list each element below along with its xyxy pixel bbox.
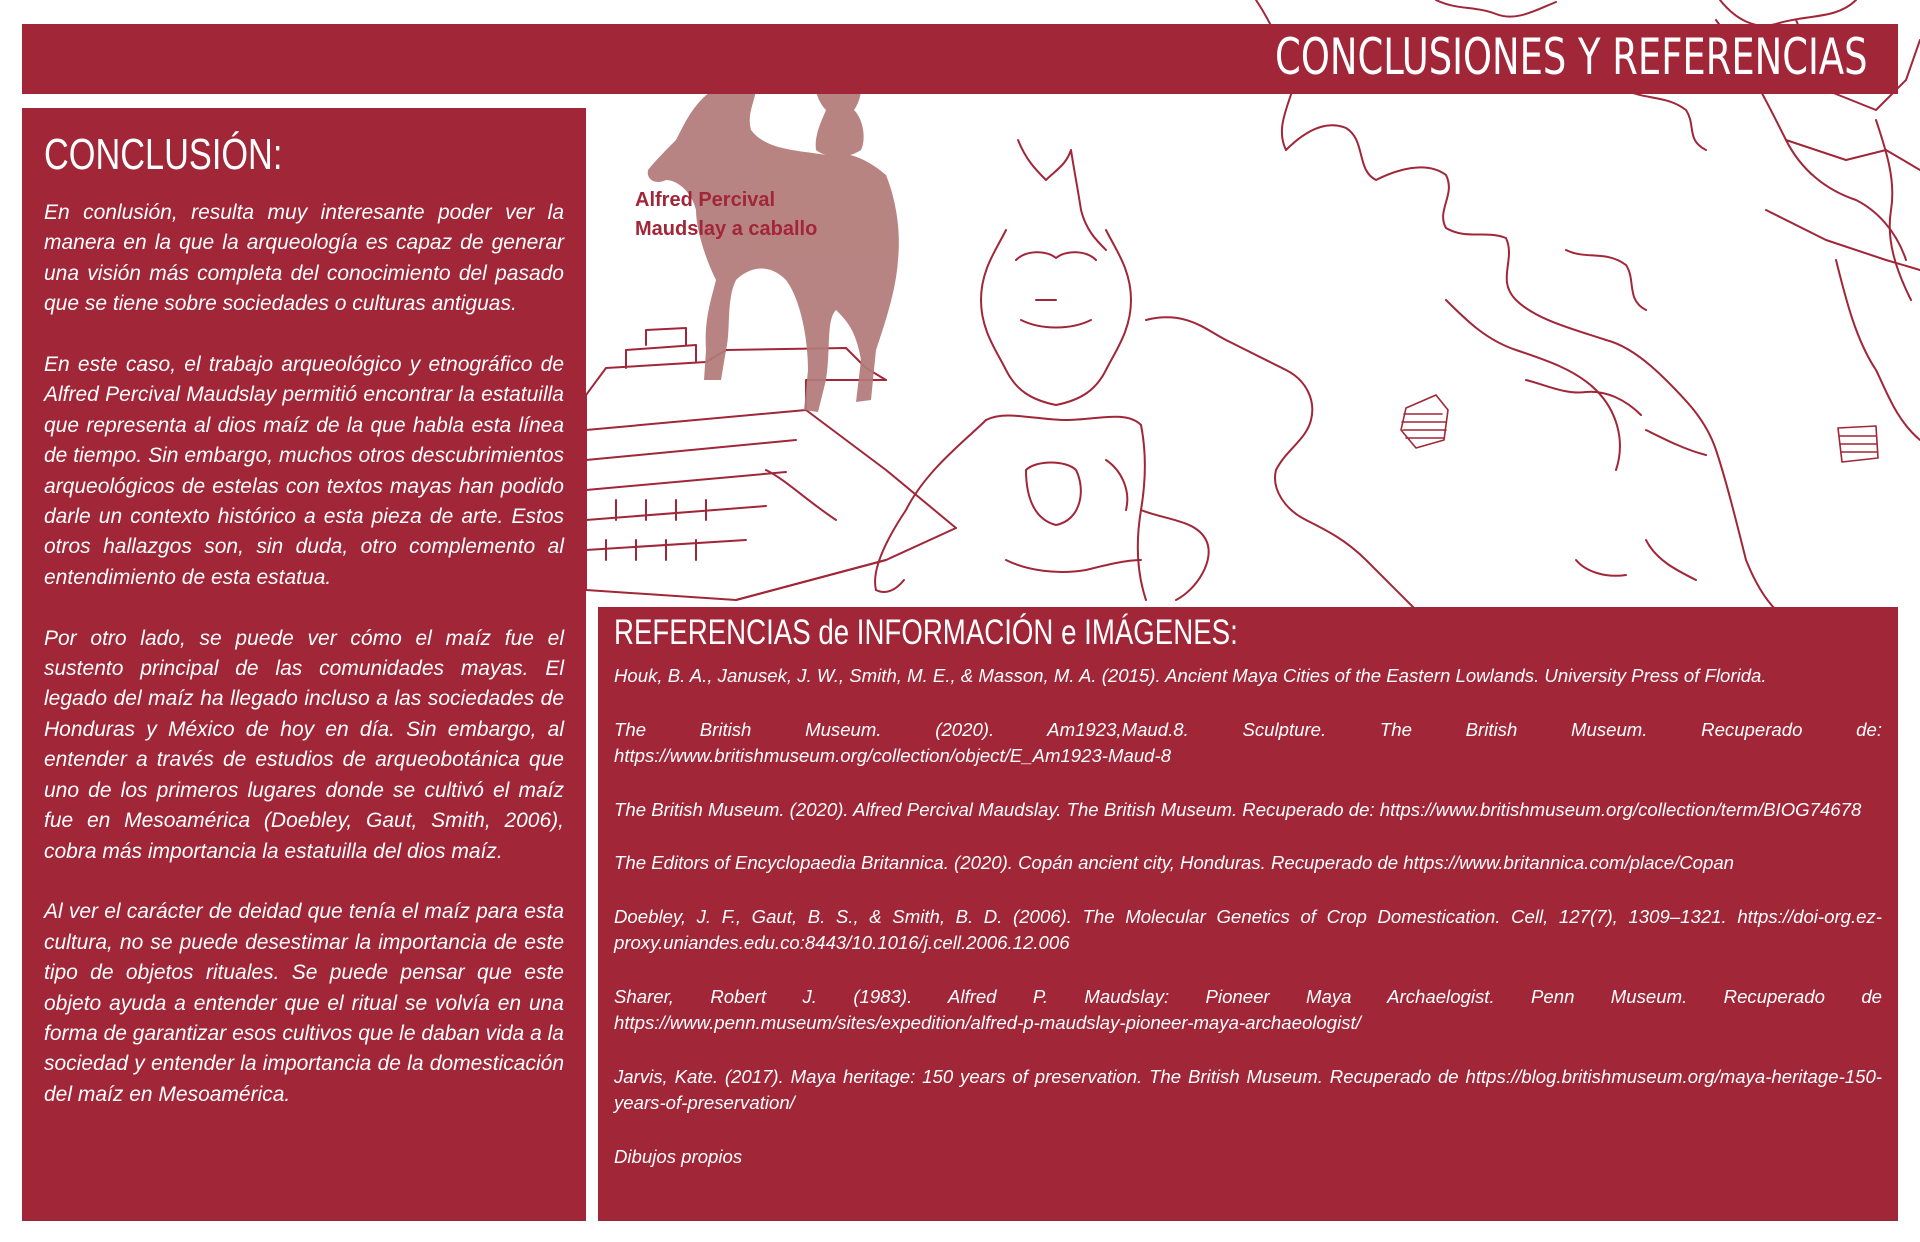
references-list	[614, 663, 1882, 1197]
reference-item: The Editors of Encyclopaedia Britannica. (2020). Copán ancient city, Honduras. Recuperado de https://www.britannica.com/place/Copan	[614, 852, 1735, 873]
reference-item: The British Museum. (2020). Alfred Percival Maudslay. The British Museum. Recuperado de: https://www.britishmuseum.org/collection/term/BIOG74678	[614, 798, 1862, 820]
title-bar	[22, 24, 1898, 94]
statue-drawing	[875, 140, 1209, 600]
reference-item: The British Museum. (2020). Am1923,Maud.8. Sculpture. The British Museum. Recuperado de: https://www.britishmuseum.org/collection/object/E_Am1923-Maud-8	[614, 718, 1882, 766]
conclusion-panel	[22, 108, 586, 1221]
reference-item: Sharer, Robert J. (1983). Alfred P. Maudslay: Pioneer Maya Archaelogist. Penn Museum. Recuperado de https://www.penn.museum/sites/expedition/alfred-p-maudslay-pioneer-maya-archaeologist/	[614, 985, 1882, 1033]
references-heading: REFERENCIAS de INFORMACIÓN e IMÁGENES:	[614, 613, 1238, 652]
references-panel	[598, 607, 1898, 1221]
photo-caption	[635, 186, 817, 244]
reference-item: Houk, B. A., Janusek, J. W., Smith, M. E., & Masson, M. A. (2015). Ancient Maya Cities of the Eastern Lowlands. University Press of Florida.	[614, 665, 1767, 686]
photo-caption-line: Maudslay a caballo	[635, 218, 818, 240]
conclusion-paragraph: En conlusión, resulta muy interesante poder ver la manera en la que la arqueología es capaz de generar una visión más completa del conocimiento del pasado que se tiene sobre sociedades o culturas antiguas.	[44, 201, 564, 316]
conclusion-paragraph: En este caso, el trabajo arqueológico y etnográfico de Alfred Percival Maudslay permitió encontrar la estatuilla que representa al dios maíz de la que habla esta línea de tiempo. Sin embargo, muchos otros descubrimientos arqueológicos de estelas con textos mayas han podido darle un contexto histórico a esta pieza de arte. Estos otros hallazgos son, sin duda, otro complemento al entendimiento de esta estatua.	[44, 353, 564, 589]
conclusion-body	[44, 198, 564, 1141]
conclusion-paragraph: Al ver el carácter de deidad que tenía el maíz para esta cultura, no se puede desestimar la importancia de este tipo de objetos rituales. Se puede pensar que este objeto ayuda a entender que el ritual se volvía en una forma de garantizar esos cultivos que le daban vida a la sociedad y entender la importancia de la domesticación del maíz en Mesoamérica.	[44, 900, 564, 1106]
conclusion-paragraph: Por otro lado, se puede ver cómo el maíz fue el sustento principal de las comunidades mayas. El legado del maíz ha llegado incluso a las sociedades de Honduras y México de hoy en día. Sin embargo, al entender a través de estudios de arqueobotánica que uno de los primeros lugares donde se cultivó el maíz fue en Mesoamérica (Doebley, Gaut, Smith, 2006), cobra más importancia la estatuilla del dios maíz.	[44, 626, 564, 863]
reference-item: Doebley, J. F., Gaut, B. S., & Smith, B. D. (2006). The Molecular Genetics of Crop Domestication. Cell, 127(7), 1309–1321. https://doi-org.ez-proxy.uniandes.edu.co:8443/10.1016/j.cell.2006.12.006	[614, 905, 1882, 953]
reference-item: Jarvis, Kate. (2017). Maya heritage: 150 years of preservation. The British Museum. Recuperado de https://blog.britishmuseum.org/maya-heritage-150-years-of-preservation/	[614, 1065, 1882, 1113]
page-title: CONCLUSIONES Y REFERENCIAS	[1275, 28, 1868, 86]
reference-item: Dibujos propios	[614, 1145, 743, 1167]
photo-caption-line: Alfred Percival	[635, 189, 776, 211]
pyramid-drawing	[586, 328, 956, 600]
map-highlight	[1401, 395, 1878, 462]
conclusion-heading: CONCLUSIÓN:	[44, 130, 283, 179]
